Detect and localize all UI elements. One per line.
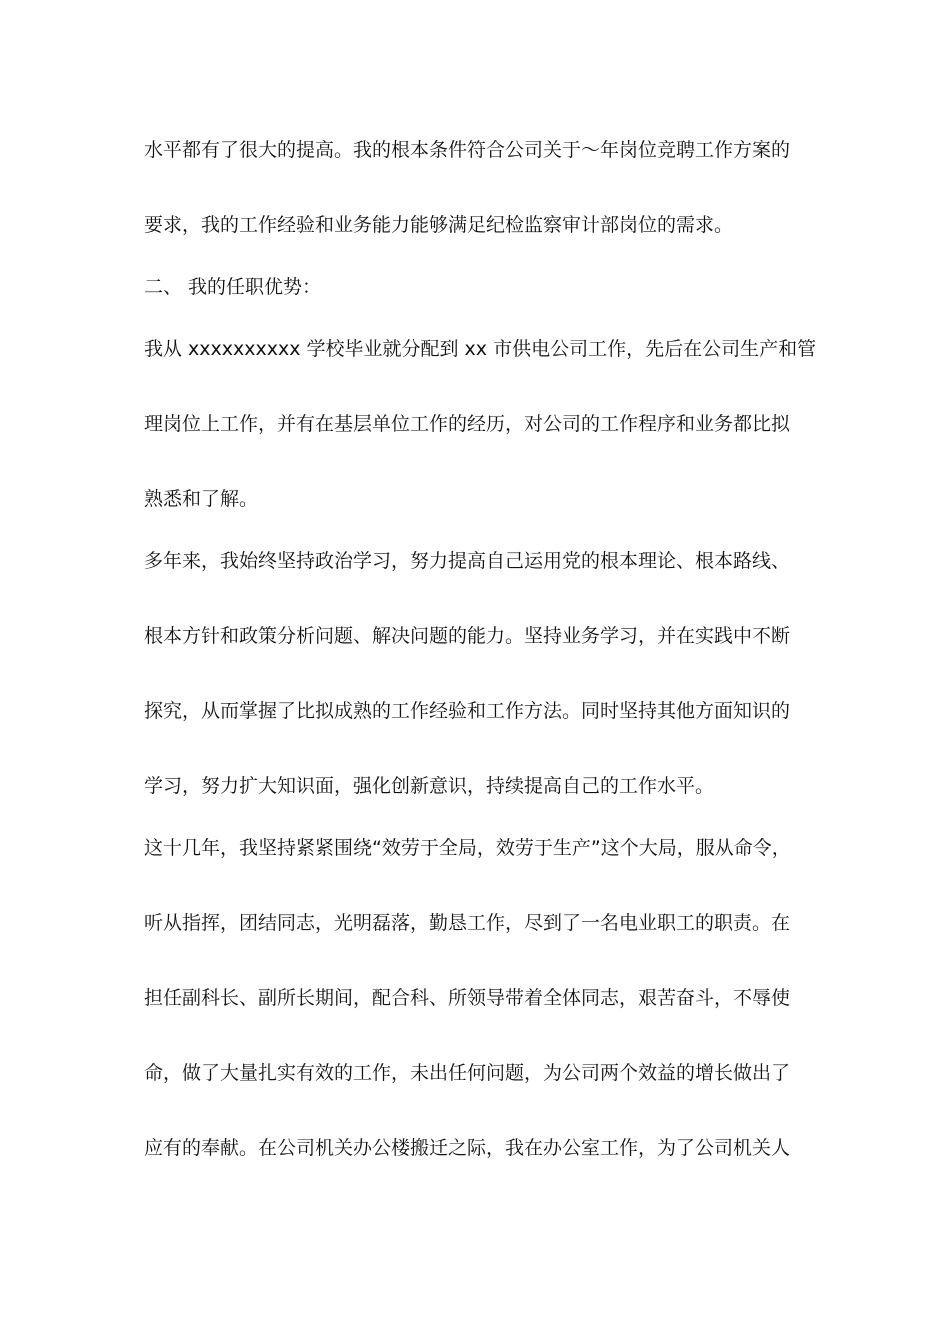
text-line: 应有的奉献。在公司机关办公楼搬迁之际，我在办公室工作，为了公司机关人 [144, 1137, 791, 1159]
text-line: 这十几年，我坚持紧紧围绕“效劳于全局，效劳于生产”这个大局，服从命令， [144, 837, 791, 859]
text-line: 探究，从而掌握了比拟成熟的工作经验和工作方法。同时坚持其他方面知识的 [144, 700, 791, 722]
text-line: 学习，努力扩大知识面，强化创新意识，持续提高自己的工作水平。 [144, 775, 715, 797]
text-line: 理岗位上工作，并有在基层单位工作的经历，对公司的工作程序和业务都比拟 [144, 413, 791, 435]
section-heading: 二、 我的任职优势： [144, 276, 322, 298]
text-line: 要求，我的工作经验和业务能力能够满足纪检监察审计部岗位的需求。 [144, 214, 734, 236]
text-line: 根本方针和政策分析问题、解决问题的能力。坚持业务学习，并在实践中不断 [144, 625, 791, 647]
text-line: 我从 xxxxxxxxxx 学校毕业就分配到 xx 市供电公司工作，先后在公司生产和管 [144, 338, 817, 360]
text-line: 听从指挥，团结同志，光明磊落，勤恳工作，尽到了一名电业职工的职责。在 [144, 912, 791, 934]
text-line: 多年来，我始终坚持政治学习，努力提高自己运用党的根本理论、根本路线、 [144, 550, 791, 572]
text-line: 担任副科长、副所长期间，配合科、所领导带着全体同志，艰苦奋斗，不辱使 [144, 987, 791, 1009]
text-line: 熟悉和了解。 [144, 488, 259, 510]
text-line: 命，做了大量扎实有效的工作，未出任何问题，为公司两个效益的增长做出了 [144, 1062, 791, 1084]
text-line: 水平都有了很大的提高。我的根本条件符合公司关于～年岗位竞聘工作方案的 [144, 139, 791, 161]
